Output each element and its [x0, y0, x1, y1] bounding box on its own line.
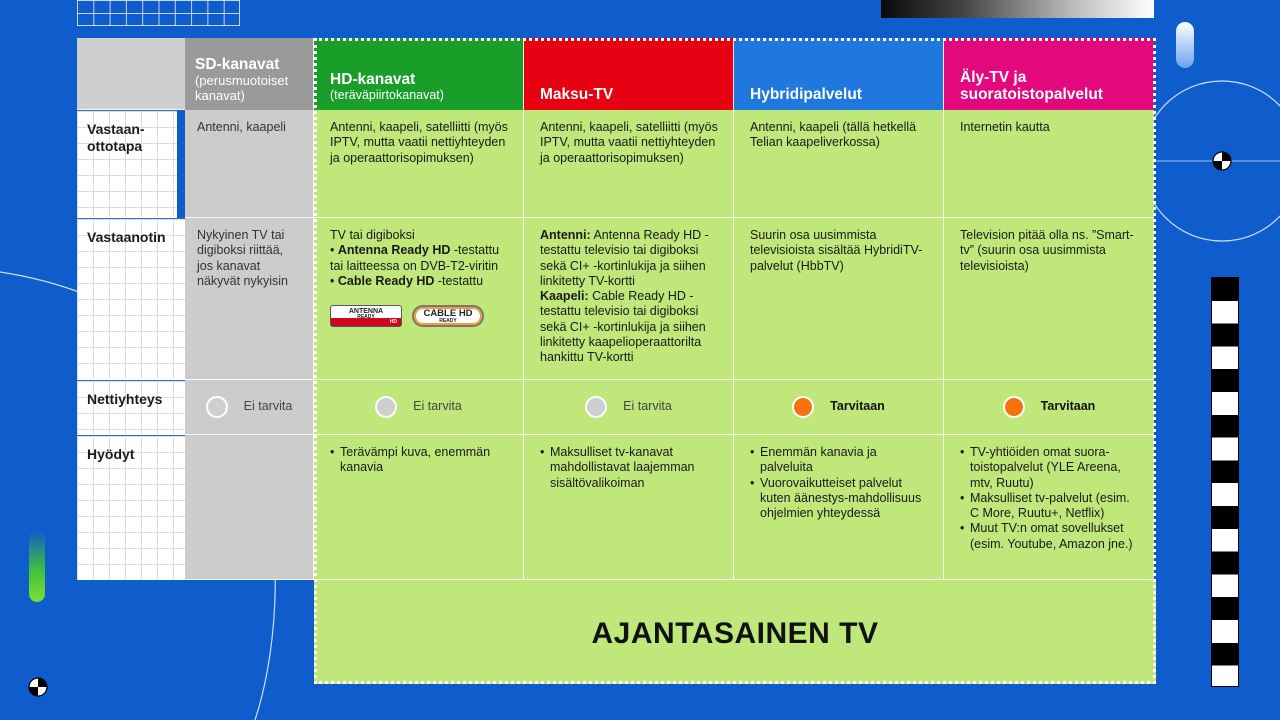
receiver-hd-item-text: -testattu tai laitteessa on DVB-T2-viritin [330, 243, 500, 273]
antenna-ready-hd-logo [330, 305, 402, 327]
list-item: • Maksulliset tv-kanavat mahdollistavat laajemman sisältövalikoiman [540, 445, 721, 491]
cable-hd-ready-logo [412, 305, 484, 327]
status-text: Tarvitaan [1040, 399, 1096, 414]
status-text: Ei tarvita [413, 399, 462, 414]
receiver-pay-tv [524, 218, 734, 380]
list-item: • Muut TV:n omat sovellukset (esim. Youtube, Amazon jne.) [960, 521, 1142, 552]
target-icon [29, 678, 47, 696]
certification-logos [330, 305, 511, 327]
logo-text: ANTENNA [348, 308, 384, 316]
target-icon [1213, 152, 1231, 170]
receiver-hd [314, 218, 524, 380]
internet-hybrid [734, 380, 944, 435]
receiver-hd-intro: TV tai digiboksi [330, 228, 415, 242]
reception-hd: Antenni, kaapeli, satelliitti (myös IPTV, mutta vaatii nettiyhteyden ja operaattorisopimuksen) [314, 110, 524, 218]
row-label-benefits: Hyödyt [77, 435, 185, 580]
bottom-banner [314, 579, 1156, 684]
list-item: • TV-yhtiöiden omat suora-toistopalvelut (YLE Areena, mtv, Ruutu) [960, 445, 1142, 491]
row-label-internet: Nettiyhteys [77, 380, 185, 435]
header-title: Äly-TV ja suoratoistopalvelut [960, 69, 1103, 103]
internet-smart-tv [944, 380, 1154, 435]
reception-pay-tv: Antenni, kaapeli, satelliitti (myös IPTV, mutta vaatii nettiyhteyden ja operaattorisopimuksen) [524, 110, 734, 218]
internet-pay-tv [524, 380, 734, 435]
logo-text: READY [357, 314, 375, 321]
header-subtitle: (perusmuotoiset kanavat) [195, 73, 289, 103]
list-item: • Enemmän kanavia ja palveluita [750, 445, 931, 476]
status-text: Tarvitaan [830, 399, 885, 414]
corner-cell [77, 38, 185, 110]
list-item: • Vuorovaikutteiset palvelut kuten äänestys-mahdollisuus ohjelmien yhteydessä [750, 476, 931, 522]
status-dot-not-needed [585, 396, 607, 418]
receiver-hd-item-text: -testattu [434, 273, 484, 288]
header-title: Hybridipalvelut [750, 86, 862, 103]
receiver-smart-tv: Television pitää olla ns. ”Smart-tv” (suurin osa uusimmista televisioista) [944, 218, 1154, 380]
logo-text: CABLE HD [423, 307, 473, 319]
status-dot-needed [1003, 396, 1025, 418]
receiver-hd-item: • Antenna Ready HD -testattu tai laitteessa on DVB-T2-viritin [330, 243, 500, 273]
status-text: Ei tarvita [623, 399, 672, 414]
logo-text: HD [389, 319, 397, 326]
list-item: • Maksulliset tv-palvelut (esim. C More, Ruutu+, Netflix) [960, 491, 1142, 522]
header-hybrid [734, 38, 944, 110]
header-pay-tv [524, 38, 734, 110]
benefits-list [330, 445, 511, 476]
bottom-title: AJANTASAINEN TV [591, 616, 879, 650]
list-item: • Terävämpi kuva, enemmän kanavia [330, 445, 511, 476]
reception-sd: Antenni, kaapeli [185, 110, 314, 218]
benefits-list [540, 445, 721, 491]
reception-hybrid: Antenni, kaapeli (tällä hetkellä Telian kaapeliverkossa) [734, 110, 944, 218]
receiver-hd-item-title: Antenna Ready HD [337, 243, 451, 258]
header-title: SD-kanavat [195, 56, 280, 73]
benefits-sd [185, 435, 314, 580]
receiver-sd: Nykyinen TV tai digiboksi riittää, jos kanavat näkyvät nykyisin [185, 218, 314, 380]
header-title: HD-kanavat [330, 71, 416, 88]
header-title: Maksu-TV [540, 86, 614, 103]
status-dot-not-needed [375, 396, 397, 418]
benefits-hybrid [734, 435, 944, 580]
benefits-list [960, 445, 1142, 552]
row-label-reception: Vastaan-ottotapa [77, 110, 177, 218]
internet-sd [185, 380, 314, 435]
receiver-hd-item: • Cable Ready HD -testattu [330, 273, 484, 288]
reception-smart-tv: Internetin kautta [944, 110, 1154, 218]
comparison-table [77, 38, 1154, 580]
row-label-receiver: Vastaanotin [77, 218, 185, 380]
header-sd [185, 38, 314, 110]
receiver-hybrid: Suurin osa uusimmista televisioista sisältää HybridiTV-palvelut (HbbTV) [734, 218, 944, 380]
header-subtitle: (teräväpiirtokanavat) [330, 88, 444, 102]
status-dot-not-needed [206, 396, 228, 418]
header-smart-tv [944, 38, 1154, 110]
receiver-hd-item-title: Cable Ready HD [337, 273, 435, 288]
benefits-list [750, 445, 931, 521]
status-text: Ei tarvita [243, 399, 293, 414]
internet-hd [314, 380, 524, 435]
benefits-pay-tv [524, 435, 734, 580]
benefits-hd [314, 435, 524, 580]
header-hd [314, 38, 524, 110]
status-dot-needed [792, 396, 814, 418]
logo-text: READY [439, 317, 457, 324]
receiver-pay-antenna-text: Antenna Ready HD -testattu televisio tai digiboksi sekä CI+ -kortinlukija ja siihen linkitetty TV-kortti [540, 228, 709, 288]
benefits-smart-tv [944, 435, 1154, 580]
receiver-pay-cable-label: Kaapeli: [540, 289, 589, 304]
receiver-pay-antenna-label: Antenni: [540, 228, 591, 242]
receiver-pay-cable-text: Cable Ready HD -testattu televisio tai digiboksi sekä CI+ -kortinlukija ja siihen linkitetty kaapelioperaattorilta hankittu TV-kortti [540, 289, 706, 365]
